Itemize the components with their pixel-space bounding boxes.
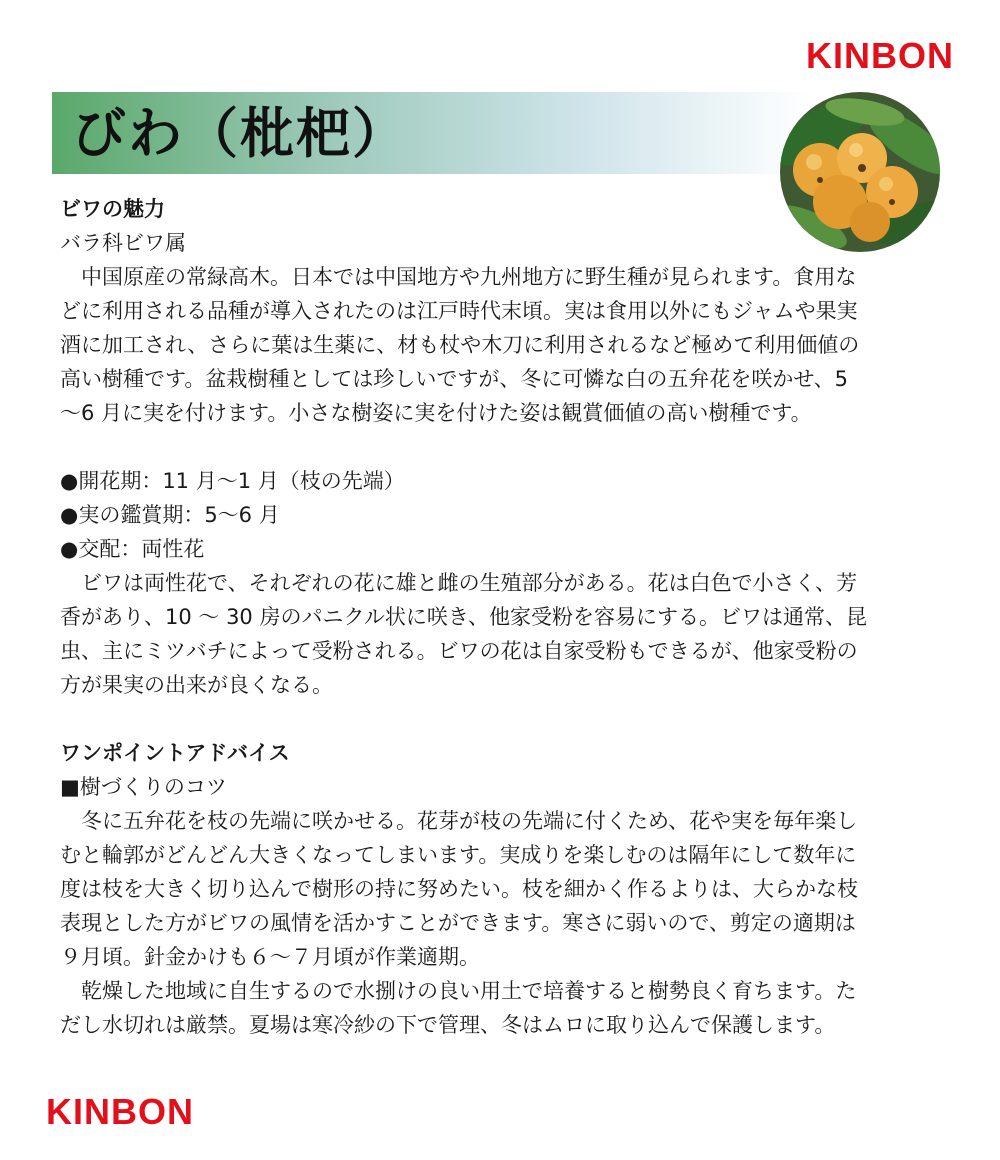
paragraph-line: 中国原産の常緑高木。日本では中国地方や九州地方に野生種が見られます。食用な — [60, 265, 857, 289]
fruit-viewing-period: ●実の鑑賞期：5～6 月 — [60, 503, 280, 527]
paragraph-line: だし水切れは厳禁。夏場は寒冷紗の下で管理、冬はムロに取り込んで保護します。 — [60, 1013, 836, 1037]
family-label: バラ科ビワ属 — [60, 231, 186, 255]
paragraph-line: ～6 月に実を付けます。小さな樹姿に実を付けた姿は観賞価値の高い樹種です。 — [60, 401, 812, 425]
paragraph-line: 乾燥した地域に自生するので水捌けの良い用土で培養すると樹勢良く育ちます。た — [60, 979, 857, 1003]
paragraph-line: どに利用される品種が導入されたのは江戸時代末頃。実は食用以外にもジャムや果実 — [60, 299, 858, 323]
page-title: びわ（枇杷） — [72, 101, 408, 165]
article-body — [60, 192, 955, 1042]
advice-subheading: ■樹づくりのコツ — [60, 775, 227, 799]
paragraph-line: むと輪郭がどんどん大きくなってしまいます。実成りを楽しむのは隔年にして数年に — [60, 843, 857, 867]
title-banner — [52, 92, 812, 174]
pollination-type: ●交配：両性花 — [60, 537, 205, 561]
section-heading-charm: ビワの魅力 — [60, 197, 165, 221]
paragraph-line: 高い樹種です。盆栽樹種としては珍しいですが、冬に可憐な白の五弁花を咲かせ、5 — [60, 367, 849, 391]
paragraph-line: ９月頃。針金かけも６～７月頃が作業適期。 — [60, 945, 480, 969]
paragraph-line: 香があり、10 ～ 30 房のパニクル状に咲き、他家受粉を容易にする。ビワは通常、昆 — [60, 605, 867, 629]
paragraph-line: 酒に加工され、さらに葉は生薬に、材も杖や木刀に利用されるなど極めて利用価値の — [60, 333, 860, 357]
paragraph-line: 方が果実の出来が良くなる。 — [60, 673, 333, 697]
flowering-period: ●開花期：11 月～1 月（枝の先端） — [60, 469, 405, 493]
paragraph-line: 度は枝を大きく切り込んで樹形の持に努めたい。枝を細かく作るよりは、大らかな枝 — [60, 877, 858, 901]
kinbon-logo-bottom: KINBON — [46, 1091, 194, 1132]
paragraph-line: ビワは両性花で、それぞれの花に雄と雌の生殖部分がある。花は白色で小さく、芳 — [60, 571, 858, 595]
kinbon-logo-top: KINBON — [806, 35, 954, 76]
section-heading-advice: ワンポイントアドバイス — [60, 741, 290, 765]
paragraph-line: 虫、主にミツバチによって受粉される。ビワの花は自家受粉もできるが、他家受粉の — [60, 639, 858, 663]
paragraph-line: 冬に五弁花を枝の先端に咲かせる。花芽が枝の先端に付くため、花や実を毎年楽し — [60, 809, 858, 833]
paragraph-line: 表現とした方がビワの風情を活かすことができます。寒さに弱いので、剪定の適期は — [60, 911, 856, 935]
